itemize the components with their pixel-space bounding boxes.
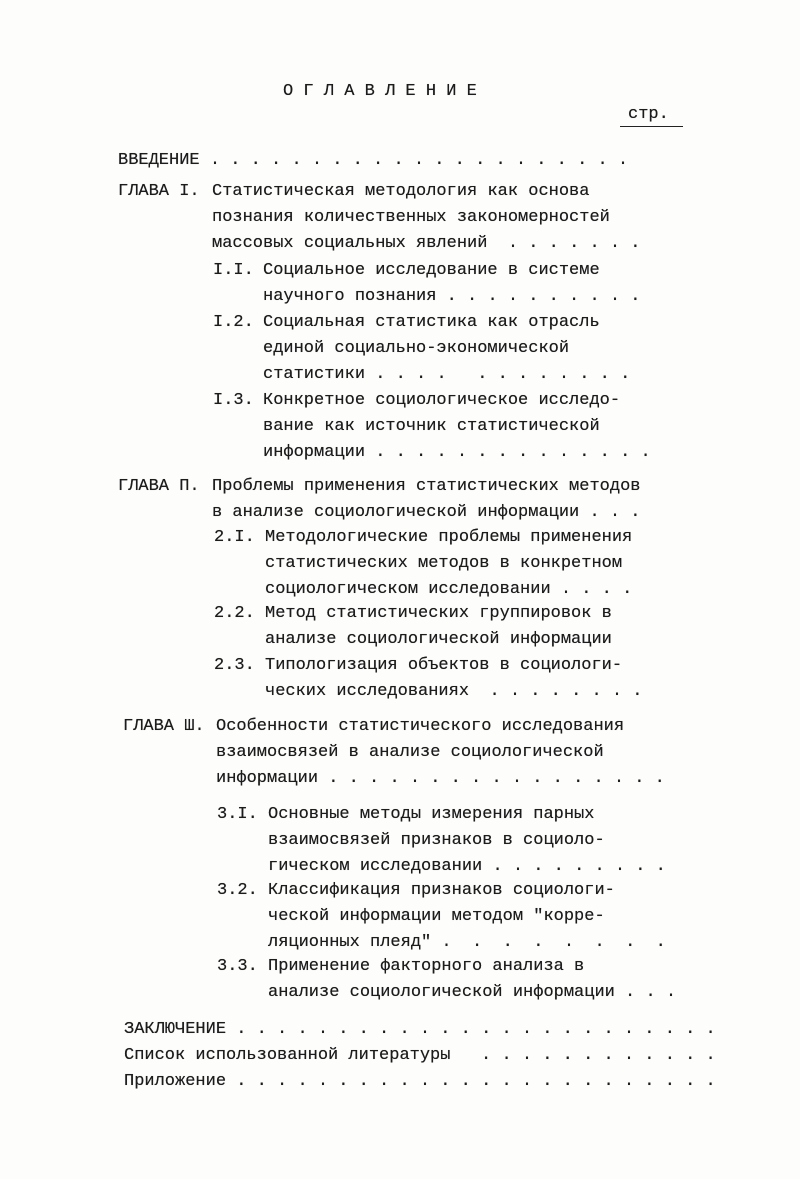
section-title-line [263,362,630,388]
dot-leader: . . . [579,503,641,522]
section-number: 3.I. [217,805,258,824]
dot-leader: . . . . . . . . . . . . . . . . . . . . . . . . [226,1020,716,1039]
chapter-heading [118,179,640,257]
section-title-line: Социальное исследование в системе [263,261,600,280]
dot-leader: . . . . . . . . [469,682,643,701]
entry-text: социологическом исследовании [265,580,551,599]
section-title [265,525,632,603]
chapter-label: ГЛАВА Ш. [123,717,205,736]
dot-leader: . . . . [550,580,633,599]
section-entry [213,258,640,310]
section-title-line [263,284,640,310]
toc-line [118,148,628,174]
section-title-line: статистических методов в конкретном [265,554,623,573]
dot-leader: . . . . . . . . . [482,857,666,876]
section-number: 3.2. [217,881,258,900]
entry-text: массовых социальных явлений [212,234,488,253]
section-title-line [265,577,632,603]
toc-entry-introduction [118,148,628,174]
chapter-heading [118,474,640,526]
section-entry [214,653,642,705]
chapter-title [212,474,640,526]
section-title-line [268,980,676,1006]
section-title-line [268,930,666,956]
section-title-line [265,679,642,705]
chapter-title-line [212,500,640,526]
entry-text: ческих исследованиях [265,682,470,701]
chapter-title-line: взаимосвязей в анализе социологической [216,743,604,762]
entry-text: в анализе социологической информации [212,503,580,522]
section-title [263,310,630,388]
section-title [268,878,666,956]
toc-line [124,1069,716,1095]
toc-line [124,1043,716,1069]
section-entry [213,388,651,466]
page-column-label: стр. [620,104,683,127]
section-title-line: Методологические проблемы применения [265,528,633,547]
section-title [265,653,642,705]
section-entry [217,878,666,956]
section-title-line: взаимосвязей признаков в социоло- [268,831,605,850]
section-title-line: Применение факторного анализа в [268,957,585,976]
section-entry [214,525,632,603]
dot-leader: . . . . . . . . [431,933,666,952]
chapter-title-line: познания количественных закономерностей [212,208,610,227]
entry-text: статистики [263,365,366,384]
toc-entry-bibliography [124,1043,716,1069]
section-title-line: Классификация признаков социологи- [268,881,615,900]
dot-leader: . . . . . . . [487,234,641,253]
entry-text: анализе социологической информации [268,983,615,1002]
section-title-line: анализе социологической информации [265,630,612,649]
entry-text: научного познания [263,287,437,306]
section-entry [213,310,630,388]
section-entry [214,601,612,653]
page-title: О Г Л А В Л Е Н И Е [283,82,477,101]
entry-text: ВВЕДЕНИЕ [118,151,200,170]
dot-leader: . . . . . . . . . . [436,287,641,306]
section-entry [217,954,676,1006]
toc-entry-conclusion [124,1017,716,1043]
chapter-heading [123,714,665,792]
section-title-line: Типологизация объектов в социологи- [265,656,623,675]
section-number: 2.2. [214,604,255,623]
chapter-title-line [212,231,640,257]
chapter-title [216,714,665,792]
section-title-line: Социальная статистика как отрасль [263,313,600,332]
section-title-line: Основные методы измерения парных [268,805,595,824]
chapter-label: ГЛАВА П. [118,477,200,496]
section-number: 3.3. [217,957,258,976]
section-title [268,802,666,880]
dot-leader: . . . . . . . . . . . . . . . . . . . . . . . . [226,1072,716,1091]
dot-leader: . . . . . . . . . . . . [365,365,631,384]
section-title-line [263,440,651,466]
chapter-label: ГЛАВА I. [118,182,200,201]
section-entry [217,802,666,880]
section-title-line: Метод статистических группировок в [265,604,612,623]
entry-text: гическом исследовании [268,857,483,876]
section-number: I.2. [213,313,254,332]
chapter-title-line: Проблемы применения статистических методов [212,477,641,496]
section-title [265,601,612,653]
dot-leader: . . . . . . . . . . . . [450,1046,716,1065]
section-title [263,258,640,310]
chapter-title-line: Особенности статистического исследования [216,717,625,736]
section-title-line: единой социально-экономической [263,339,570,358]
entry-text: ляционных плеяд" [268,933,432,952]
chapter-title-line [216,766,665,792]
dot-leader: . . . . . . . . . . . . . . [365,443,651,462]
section-title-line [268,854,666,880]
section-number: 2.I. [214,528,255,547]
dot-leader: . . . . . . . . . . . . . . . . . . . . . [199,151,629,170]
entry-text: информации [263,443,366,462]
section-number: I.3. [213,391,254,410]
entry-text: Приложение [124,1072,227,1091]
toc-line [124,1017,716,1043]
chapter-title [212,179,640,257]
section-title-line: Конкретное социологическое исследо- [263,391,621,410]
section-title-line: вание как источник статистической [263,417,600,436]
entry-text: ЗАКЛЮЧЕНИЕ [124,1020,227,1039]
section-title [263,388,651,466]
section-number: I.I. [213,261,254,280]
entry-text: информации [216,769,319,788]
entry-text: Список использованной литературы [124,1046,451,1065]
dot-leader: . . . [614,983,677,1002]
section-title-line: ческой информации методом "корре- [268,907,605,926]
section-number: 2.3. [214,656,255,675]
section-title [268,954,676,1006]
dot-leader: . . . . . . . . . . . . . . . . . [318,769,665,788]
chapter-title-line: Статистическая методология как основа [212,182,590,201]
toc-entry-appendix [124,1069,716,1095]
